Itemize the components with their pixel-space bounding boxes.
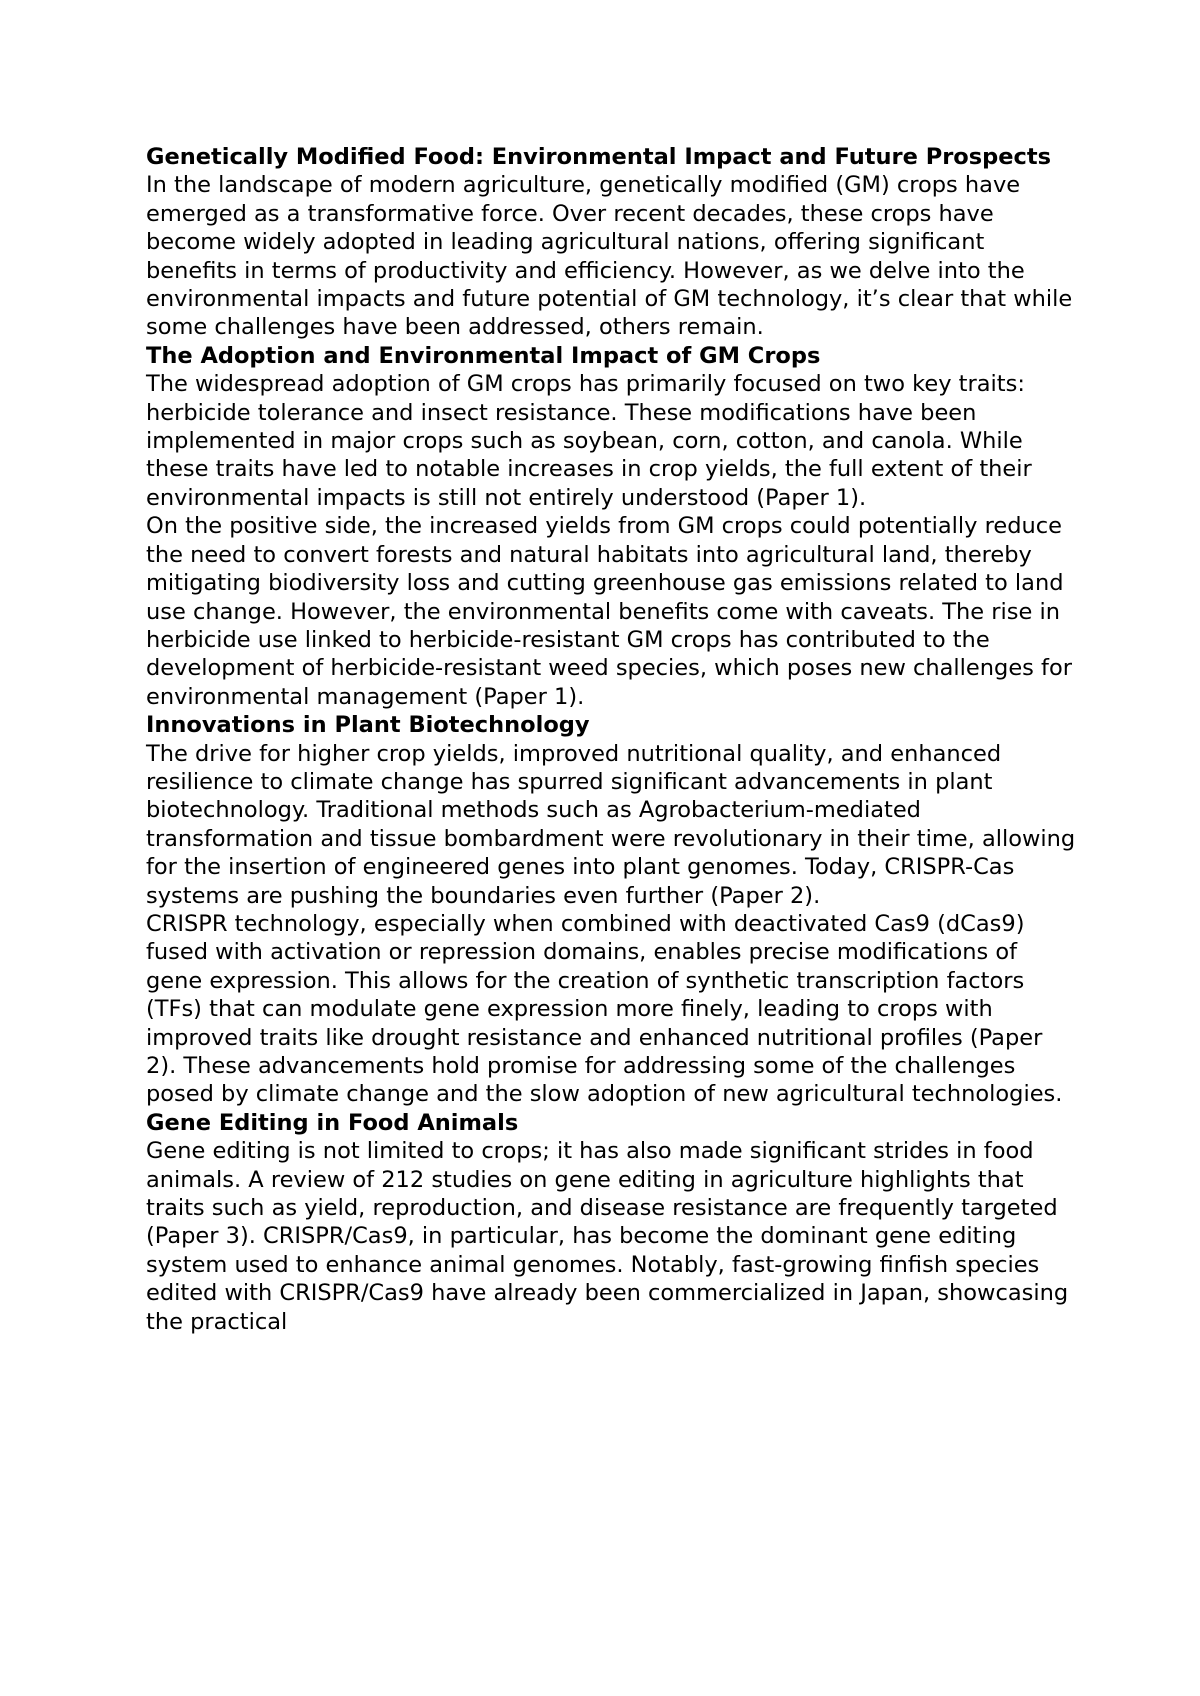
document-title: Genetically Modified Food: Environmental Impact and Future Prospects — [146, 144, 1052, 170]
paragraph-innovations-1: The drive for higher crop yields, improved nutritional quality, and enhanced resilience to climate change has spurred significant advancements in plant biotechnology. Traditional methods such as Agrobacterium-mediated transformation and tissue bombardment were revolutionary in their time, allowing for the insertion of engineered genes into plant genomes. Today, CRISPR-Cas systems are pushing the boundaries even further (Paper 2). — [146, 740, 1076, 909]
section-heading-adoption: The Adoption and Environmental Impact of GM Crops — [146, 342, 821, 369]
intro-paragraph: In the landscape of modern agriculture, genetically modified (GM) crops have emerged as a transformative force. Over recent decades, these crops have become widely adopted in leading agricultural nations, offering significant benefits in terms of productivity and efficiency. However, as we delve into the environmental impacts and future potential of GM technology, it’s clear that while some challenges have been addressed, others remain. — [146, 172, 1073, 341]
paragraph-adoption-1: The widespread adoption of GM crops has primarily focused on two key traits: herbicide tolerance and insect resistance. These modifications have been implemented in major crops such as soybean, corn, cotton, and canola. While these traits have led to notable increases in crop yields, the full extent of their environmental impacts is still not entirely understood (Paper 1). — [146, 371, 1032, 511]
paragraph-innovations-2: CRISPR technology, especially when combined with deactivated Cas9 (dCas9) fused with activation or repression domains, enables precise modifications of gene expression. This allows for the creation of synthetic transcription factors (TFs) that can modulate gene expression more finely, leading to crops with improved traits like drought resistance and enhanced nutritional profiles (Paper 2). These advancements hold promise for addressing some of the challenges posed by climate change and the slow adoption of new agricultural technologies. — [146, 910, 1063, 1108]
section-heading-animals: Gene Editing in Food Animals — [146, 1109, 519, 1136]
paragraph-animals-1: Gene editing is not limited to crops; it has also made significant strides in food animals. A review of 212 studies on gene editing in agriculture highlights that traits such as yield, reproduction, and disease resistance are frequently targeted (Paper 3). CRISPR/Cas9, in particular, has become the dominant gene editing system used to enhance animal genomes. Notably, fast-growing finfish species edited with CRISPR/Cas9 have already been commercialized in Japan, showcasing the practical — [146, 1138, 1069, 1335]
paragraph-adoption-2: On the positive side, the increased yields from GM crops could potentially reduce the need to convert forests and natural habitats into agricultural land, thereby mitigating biodiversity loss and cutting greenhouse gas emissions related to land use change. However, the environmental benefits come with caveats. The rise in herbicide use linked to herbicide-resistant GM crops has contributed to the development of herbicide-resistant weed species, which poses new challenges for environmental management (Paper 1). — [146, 513, 1072, 710]
document-page — [146, 143, 1076, 1336]
section-heading-innovations: Innovations in Plant Biotechnology — [146, 712, 590, 739]
